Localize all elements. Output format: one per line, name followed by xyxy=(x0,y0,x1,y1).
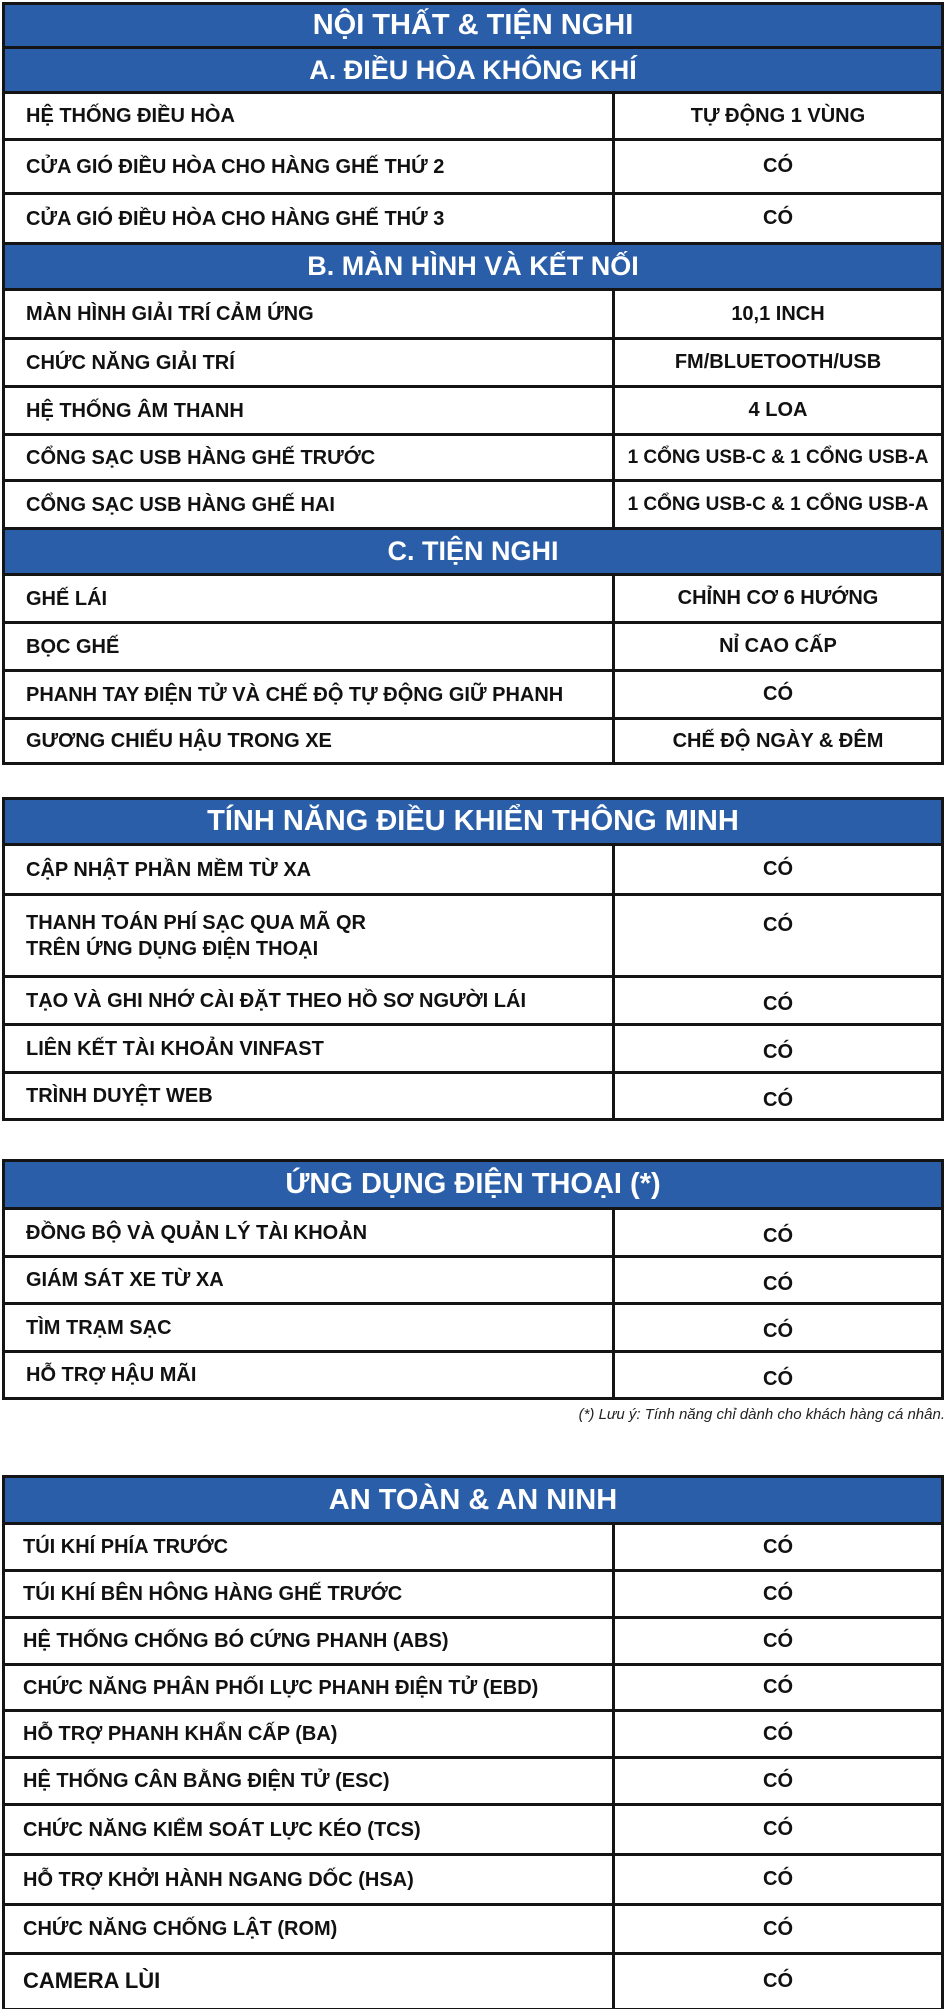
table-row xyxy=(5,846,941,896)
table-row xyxy=(5,291,941,340)
row-value: CÓ xyxy=(763,1088,793,1111)
row-label: PHANH TAY ĐIỆN TỬ VÀ CHẾ ĐỘ TỰ ĐỘNG GIỮ PHANH xyxy=(5,672,615,717)
row-label xyxy=(5,896,615,975)
row-label-line: THANH TOÁN PHÍ SẠC QUA MÃ QR xyxy=(26,911,366,934)
table-row xyxy=(5,1572,941,1619)
row-label: CHỨC NĂNG PHÂN PHỐI LỰC PHANH ĐIỆN TỬ (EBD) xyxy=(5,1666,615,1709)
table-row xyxy=(5,624,941,672)
smart-features-table xyxy=(2,797,944,1121)
row-label: TÚI KHÍ PHÍA TRƯỚC xyxy=(5,1525,615,1569)
row-label: HỆ THỐNG ÂM THANH xyxy=(5,388,615,433)
row-label: CỔNG SẠC USB HÀNG GHẾ HAI xyxy=(5,482,615,527)
row-value: CÓ xyxy=(763,1868,793,1890)
row-label: LIÊN KẾT TÀI KHOẢN VINFAST xyxy=(5,1026,615,1071)
row-label: CẬP NHẬT PHẦN MỀM TỪ XA xyxy=(5,846,615,893)
row-value: CÓ xyxy=(763,1818,793,1840)
row-value: CÓ xyxy=(763,1970,793,1992)
table-row xyxy=(5,1759,941,1806)
table-row xyxy=(5,1258,941,1305)
table-row xyxy=(5,1074,941,1121)
table-row xyxy=(5,1856,941,1906)
row-value: CÓ xyxy=(763,1535,793,1558)
phone-app-table xyxy=(2,1159,944,1400)
row-value: 4 LOA xyxy=(748,399,808,421)
row-label: CAMERA LÙI xyxy=(5,1955,615,2008)
row-value: CÓ xyxy=(763,1629,793,1652)
row-label: TÌM TRẠM SẠC xyxy=(5,1305,615,1350)
table-row xyxy=(5,1712,941,1759)
interior-table xyxy=(2,2,944,765)
row-value: CÓ xyxy=(763,858,793,880)
safety-table xyxy=(2,1475,944,2009)
row-value: CÓ xyxy=(763,1320,793,1342)
row-value: 10,1 INCH xyxy=(731,302,825,325)
row-label: CỬA GIÓ ĐIỀU HÒA CHO HÀNG GHẾ THỨ 2 xyxy=(5,141,615,192)
row-value: CÓ xyxy=(763,993,793,1015)
table-row xyxy=(5,94,941,141)
row-value: CÓ xyxy=(763,1272,793,1295)
table-row xyxy=(5,672,941,720)
table-row xyxy=(5,141,941,195)
row-label: TÚI KHÍ BÊN HÔNG HÀNG GHẾ TRƯỚC xyxy=(5,1572,615,1616)
safety-title: AN TOÀN & AN NINH xyxy=(5,1478,941,1525)
row-label: TẠO VÀ GHI NHỚ CÀI ĐẶT THEO HỒ SƠ NGƯỜI LÁI xyxy=(5,978,615,1023)
row-label: CHỨC NĂNG KIỂM SOÁT LỰC KÉO (TCS) xyxy=(5,1806,615,1853)
table-row xyxy=(5,978,941,1026)
table-row xyxy=(5,436,941,482)
table-row xyxy=(5,1210,941,1258)
table-row xyxy=(5,1906,941,1955)
row-label: TRÌNH DUYỆT WEB xyxy=(5,1074,615,1118)
row-label: GIÁM SÁT XE TỪ XA xyxy=(5,1258,615,1302)
table-row xyxy=(5,388,941,436)
row-label: BỌC GHẾ xyxy=(5,624,615,669)
row-value: FM/BLUETOOTH/USB xyxy=(674,351,882,373)
row-label: CHỨC NĂNG GIẢI TRÍ xyxy=(5,340,615,385)
phone-app-title: ỨNG DỤNG ĐIỆN THOẠI (*) xyxy=(5,1162,941,1210)
row-label: CỬA GIÓ ĐIỀU HÒA CHO HÀNG GHẾ THỨ 3 xyxy=(5,195,615,242)
row-value: CÓ xyxy=(763,1367,793,1390)
table-row xyxy=(5,1353,941,1400)
row-label: GƯƠNG CHIẾU HẬU TRONG XE xyxy=(5,720,615,762)
row-value: CÓ xyxy=(763,1917,793,1940)
table-row xyxy=(5,1666,941,1712)
table-row xyxy=(5,1619,941,1666)
section-title-comfort: C. TIỆN NGHI xyxy=(5,530,941,576)
interior-title: NỘI THẤT & TIỆN NGHI xyxy=(5,5,941,49)
section-title-air-conditioning: A. ĐIỀU HÒA KHÔNG KHÍ xyxy=(5,49,941,94)
row-label: CỔNG SẠC USB HÀNG GHẾ TRƯỚC xyxy=(5,436,615,479)
smart-features-title: TÍNH NĂNG ĐIỀU KHIỂN THÔNG MINH xyxy=(5,800,941,846)
row-value: CÓ xyxy=(763,1769,793,1792)
row-label: MÀN HÌNH GIẢI TRÍ CẢM ỨNG xyxy=(5,291,615,337)
row-label: HỆ THỐNG ĐIỀU HÒA xyxy=(5,94,615,138)
row-label: CHỨC NĂNG CHỐNG LẬT (ROM) xyxy=(5,1906,615,1952)
row-value: CÓ xyxy=(763,1225,793,1247)
table-row xyxy=(5,1525,941,1572)
row-value: CÓ xyxy=(763,1582,793,1605)
section-title-display-connectivity: B. MÀN HÌNH VÀ KẾT NỐI xyxy=(5,245,941,291)
row-label-line: TRÊN ỨNG DỤNG ĐIỆN THOẠI xyxy=(26,937,319,960)
row-value: CÓ xyxy=(763,1722,793,1745)
row-value: CÓ xyxy=(763,155,793,177)
table-row xyxy=(5,482,941,530)
footnote: (*) Lưu ý: Tính năng chỉ dành cho khách hàng cá nhân. xyxy=(578,1406,945,1423)
table-row xyxy=(5,1026,941,1074)
row-label: ĐỒNG BỘ VÀ QUẢN LÝ TÀI KHOẢN xyxy=(5,1210,615,1255)
table-row xyxy=(5,720,941,765)
row-value: CÓ xyxy=(763,914,793,936)
row-value: 1 CỔNG USB-C & 1 CỔNG USB-A xyxy=(627,446,929,468)
table-row xyxy=(5,896,941,978)
row-value: CHỈNH CƠ 6 HƯỚNG xyxy=(677,587,879,609)
row-label: HỖ TRỢ KHỞI HÀNH NGANG DỐC (HSA) xyxy=(5,1856,615,1903)
row-value: CÓ xyxy=(763,1676,793,1698)
row-label: HỖ TRỢ HẬU MÃI xyxy=(5,1353,615,1397)
table-row xyxy=(5,1305,941,1353)
row-value: NỈ CAO CẤP xyxy=(719,635,837,657)
table-row xyxy=(5,576,941,624)
row-value: CÓ xyxy=(763,207,793,229)
table-row xyxy=(5,340,941,388)
row-value: TỰ ĐỘNG 1 VÙNG xyxy=(690,104,866,127)
table-row xyxy=(5,195,941,245)
row-label: HỆ THỐNG CÂN BẰNG ĐIỆN TỬ (ESC) xyxy=(5,1759,615,1803)
row-value: CÓ xyxy=(763,683,793,705)
row-label: HỖ TRỢ PHANH KHẨN CẤP (BA) xyxy=(5,1712,615,1756)
table-row xyxy=(5,1806,941,1856)
table-row xyxy=(5,1955,941,2009)
row-label: HỆ THỐNG CHỐNG BÓ CỨNG PHANH (ABS) xyxy=(5,1619,615,1663)
row-value: CÓ xyxy=(763,1041,793,1063)
row-value: CHẾ ĐỘ NGÀY & ĐÊM xyxy=(672,729,884,752)
row-value: 1 CỔNG USB-C & 1 CỔNG USB-A xyxy=(627,493,929,515)
row-label: GHẾ LÁI xyxy=(5,576,615,621)
